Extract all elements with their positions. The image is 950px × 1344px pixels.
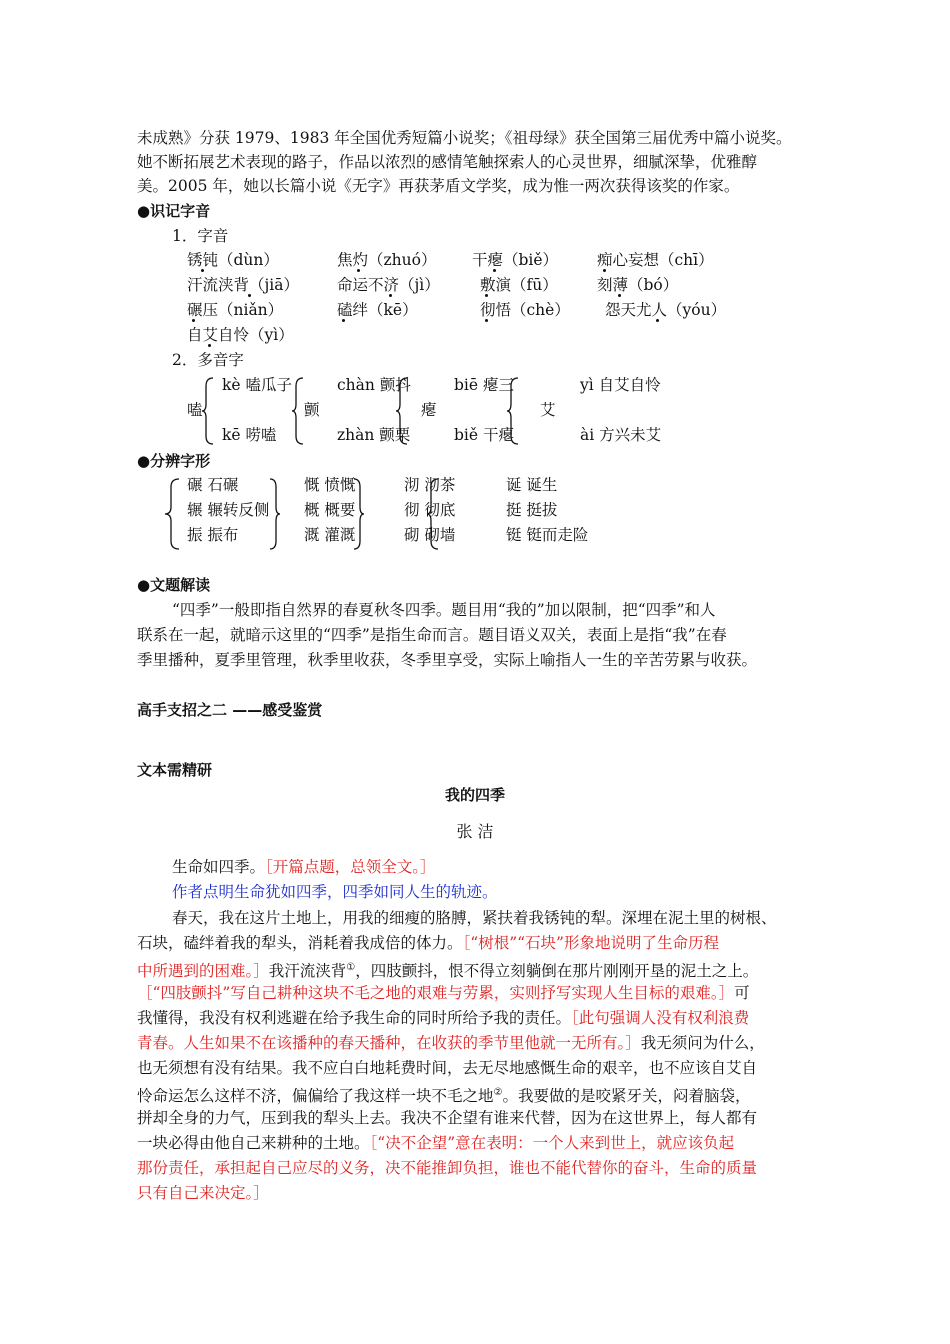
shape-item: 砌 砌墙 (404, 526, 456, 544)
body-text: 生命如四季。 (172, 858, 266, 876)
emphasis-dot (485, 294, 488, 297)
emphasis-dot (192, 319, 195, 322)
annotation-red: ［此句强调人没有权利浪费 (571, 1009, 750, 1027)
shape-item: 铤 铤而走险 (506, 526, 589, 544)
pron-item: 焦灼（zhuó） (337, 251, 437, 269)
body-text: 怜命运怎么这样不济，偏偏给了我这样一块不毛之地 (137, 1087, 494, 1106)
pron-item: 敷演（fū） (480, 276, 558, 294)
shape-item: 彻 彻底 (404, 501, 456, 519)
article-line (137, 1031, 765, 1055)
pron-item: 怨天尤人（yóu） (605, 301, 727, 319)
intro-line-1: 未成熟》分获 1979、1983 年全国优秀短篇小说奖；《祖母绿》获全国第三届优秀中篇小说奖。 (137, 129, 792, 147)
polyphone-reading: ài 方兴未艾 (580, 426, 662, 444)
body-text: 一块必得由他自己来耕种的土地。 (137, 1134, 370, 1152)
body-text: 石块，磕绊着我的犁头，消耗着我成倍的体力。 (137, 934, 463, 952)
footnote-marker: ② (493, 1087, 503, 1098)
emphasis-dot (618, 294, 621, 297)
pron-item: 痴心妄想（chī） (597, 251, 714, 269)
pron-item: 自艾自怜（yì） (187, 326, 294, 344)
article-line (137, 981, 750, 1005)
section-heading-shapes: ●分辨字形 (137, 452, 211, 470)
article-title: 我的四季 (444, 786, 505, 804)
article-line (172, 855, 436, 879)
emphasis-dot (342, 319, 345, 322)
shape-item: 辗 辗转反侧 (187, 501, 270, 519)
body-text: 我无须问为什么， (640, 1034, 765, 1052)
emphasis-dot (656, 319, 659, 322)
intro-line-2: 她不断拓展艺术表现的路子，作品以浓烈的感情笔触探索人的心灵世界，细腻深挚，优雅醇 (137, 153, 758, 171)
emphasis-dot (389, 294, 392, 297)
annotation-blue: 作者点明生命犹如四季，四季如同人生的轨迹。 (172, 883, 498, 901)
annotation-red: ［“树根”“石块”形象地说明了生命历程 (462, 934, 719, 952)
footnote-marker: ① (346, 962, 356, 973)
article-line (137, 1131, 734, 1155)
polyphone-reading: biē 瘪三 (454, 376, 514, 394)
shape-item: 沏 沏茶 (404, 476, 456, 494)
polyphone-reading: kē 唠嗑 (222, 426, 277, 444)
article-line: 春天，我在这片土地上，用我的细瘦的胳膊，紧扶着我锈钝的犁。深埋在泥土里的树根、 (172, 909, 777, 927)
intro-line-3: 美。2005 年，她以长篇小说《无字》再获茅盾文学奖，成为惟一两次获得该奖的作家。 (137, 177, 740, 195)
annotation-red: 只有自己来决定。］ (137, 1184, 269, 1202)
article-line: 也无须想有没有结果。我不应白白地耗费时间，去无尽地感慨生命的艰辛，也不应该自艾自 (137, 1059, 758, 1077)
polyphone-reading: chàn 颤抖 (337, 376, 411, 394)
paragraph-line: 季里播种，夏季里管理，秋季里收获，冬季里享受，实际上喻指人一生的辛苦劳累与收获。 (137, 651, 758, 669)
shape-item: 慨 愤慨 (304, 476, 356, 494)
pron-item: 干瘪（biě） (472, 251, 559, 269)
polyphone-reading: yì 自艾自怜 (580, 376, 661, 394)
body-text: 我汗流浃背 (268, 962, 347, 981)
subheading-polyphone: 2．多音字 (172, 351, 244, 369)
emphasis-dot (208, 344, 211, 347)
annotation-red: ［“四肢颤抖”写自己耕种这块不毛之地的艰难与劳累，实则抒写实现人生目标的艰难。］ (137, 984, 735, 1002)
body-text: 可 (734, 984, 750, 1002)
article-line (137, 931, 719, 955)
polyphone-char: 嗑 (187, 401, 203, 419)
brace-icon (268, 477, 282, 551)
shape-item: 振 振布 (187, 526, 239, 544)
subheading-char-sound: 1．字音 (172, 227, 229, 245)
article-line (137, 1006, 749, 1030)
pron-item: 汗流浃背（jiā） (187, 276, 300, 294)
pron-item: 锈钝（dùn） (187, 251, 279, 269)
body-text: ，四肢颤抖，恨不得立刻躺倒在那片刚刚开垦的泥土之上。 (355, 962, 759, 981)
article-line: 拼却全身的力气，压到我的犁头上去。我决不企望有谁来代替，因为在这世界上，每人都有 (137, 1109, 758, 1127)
annotation-red: ［开篇点题，总领全文。］ (265, 858, 436, 876)
emphasis-dot (493, 269, 496, 272)
section-heading-text-study: 文本需精研 (137, 761, 213, 779)
polyphone-reading: biě 干瘪 (454, 426, 514, 444)
brace-icon (395, 376, 409, 446)
shape-item: 挺 挺拔 (506, 501, 558, 519)
paragraph-line: 联系在一起，就暗示这里的“四季”是指生命而言。题目语义双关，表面上是指“我”在春 (137, 626, 727, 644)
polyphone-reading: zhàn 颤栗 (337, 426, 411, 444)
polyphone-char: 颤 (304, 401, 320, 419)
article-author: 张 洁 (456, 822, 494, 841)
brace-icon (352, 477, 366, 551)
article-line (137, 1081, 751, 1108)
pron-item: 磕绊（kē） (337, 301, 418, 319)
emphasis-dot (357, 269, 360, 272)
polyphone-char: 瘪 (421, 401, 437, 419)
polyphone-char: 艾 (540, 401, 556, 419)
section-heading-title-interpretation: ●文题解读 (137, 576, 211, 594)
brace-icon (163, 477, 181, 551)
pron-item: 命运不济（jì） (337, 276, 440, 294)
annotation-red: 那份责任，承担起自己应尽的义务，决不能推卸负担，谁也不能代替你的奋斗，生命的质量 (137, 1159, 758, 1177)
emphasis-dot (603, 269, 606, 272)
shape-item: 诞 诞生 (506, 476, 558, 494)
shape-item: 溉 灌溉 (304, 526, 356, 544)
pron-item: 彻悟（chè） (480, 301, 570, 319)
paragraph-line: “四季”一般即指自然界的春夏秋冬四季。题目用“我的”加以限制，把“四季”和人 (172, 601, 716, 619)
pron-item: 碾压（niǎn） (187, 301, 284, 319)
emphasis-dot (248, 294, 251, 297)
body-text: 我懂得，我没有权利逃避在给予我生命的同时所给予我的责任。 (137, 1009, 572, 1027)
section-heading-pronunciation: ●识记字音 (137, 202, 211, 220)
annotation-red: 青春。人生如果不在该播种的春天播种，在收获的季节里他就一无所有。］ (137, 1034, 641, 1052)
brace-icon (201, 376, 215, 446)
brace-icon (291, 376, 305, 446)
pron-item: 刻薄（bó） (597, 276, 679, 294)
annotation-red: ［“决不企望”意在表明：一个人来到世上，就应该负起 (369, 1134, 735, 1152)
brace-icon (506, 376, 520, 446)
body-text: 。我要做的是咬紧牙关，闷着脑袋， (502, 1087, 751, 1106)
emphasis-dot (201, 269, 204, 272)
emphasis-dot (485, 319, 488, 322)
article-line (137, 956, 758, 983)
shape-item: 概 概要 (304, 501, 356, 519)
shape-item: 碾 石碾 (187, 476, 239, 494)
annotation-red: 中所遇到的困难。］ (137, 962, 269, 981)
brace-icon (426, 477, 440, 551)
polyphone-reading: kè 嗑瓜子 (222, 376, 292, 394)
section-heading-appreciation: 高手支招之二 ——感受鉴赏 (137, 701, 323, 719)
